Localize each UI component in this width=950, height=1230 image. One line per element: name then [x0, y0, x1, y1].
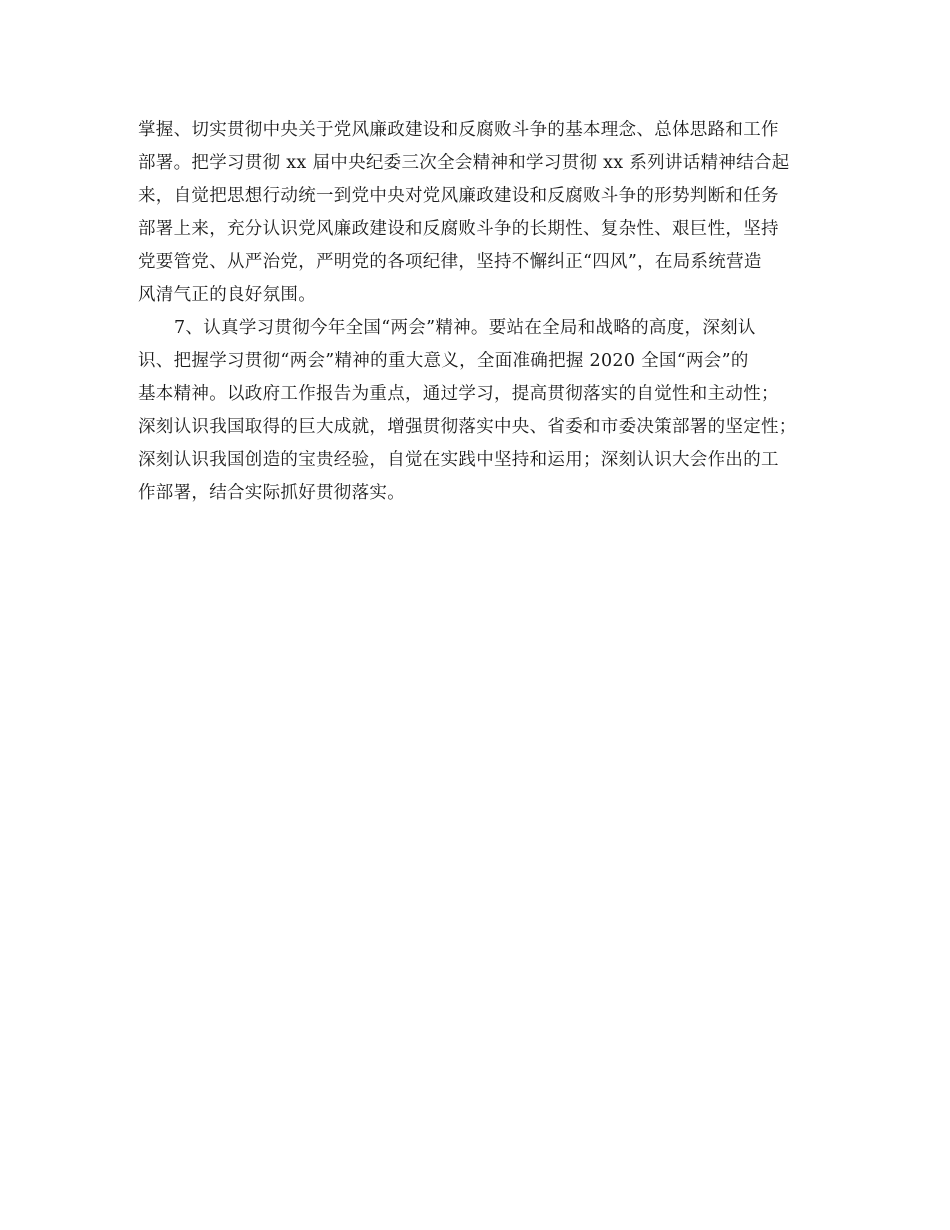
- paragraph-line: 识、把握学习贯彻“两会”精神的重大意义，全面准确把握 2020 全国“两会”的: [138, 351, 749, 371]
- paragraph-line: 来，自觉把思想行动统一到党中央对党风廉政建设和反腐败斗争的形势判断和任务: [138, 186, 779, 206]
- paragraph-1: [138, 114, 818, 312]
- body-text: [138, 114, 818, 510]
- paragraph-line: 7、认真学习贯彻今年全国“两会”精神。要站在全局和战略的高度，深刻认: [174, 318, 756, 338]
- paragraph-line: 作部署，结合实际抓好贯彻落实。: [138, 483, 405, 503]
- paragraph-line: 风清气正的良好氛围。: [138, 285, 316, 305]
- paragraph-line: 部署。把学习贯彻 xx 届中央纪委三次全会精神和学习贯彻 xx 系列讲话精神结合起: [138, 153, 790, 173]
- paragraph-line: 党要管党、从严治党，严明党的各项纪律，坚持不懈纠正“四风”，在局系统营造: [138, 252, 762, 272]
- paragraph-line: 部署上来，充分认识党风廉政建设和反腐败斗争的长期性、复杂性、艰巨性，坚持: [138, 219, 779, 239]
- paragraph-line: 掌握、切实贯彻中央关于党风廉政建设和反腐败斗争的基本理念、总体思路和工作: [138, 120, 779, 140]
- paragraph-2: [138, 312, 818, 510]
- paragraph-line: 基本精神。以政府工作报告为重点，通过学习，提高贯彻落实的自觉性和主动性；: [138, 384, 779, 404]
- paragraph-line: 深刻认识我国创造的宝贵经验，自觉在实践中坚持和运用；深刻认识大会作出的工: [138, 450, 779, 470]
- paragraph-line: 深刻认识我国取得的巨大成就，增强贯彻落实中央、省委和市委决策部署的坚定性；: [138, 417, 797, 437]
